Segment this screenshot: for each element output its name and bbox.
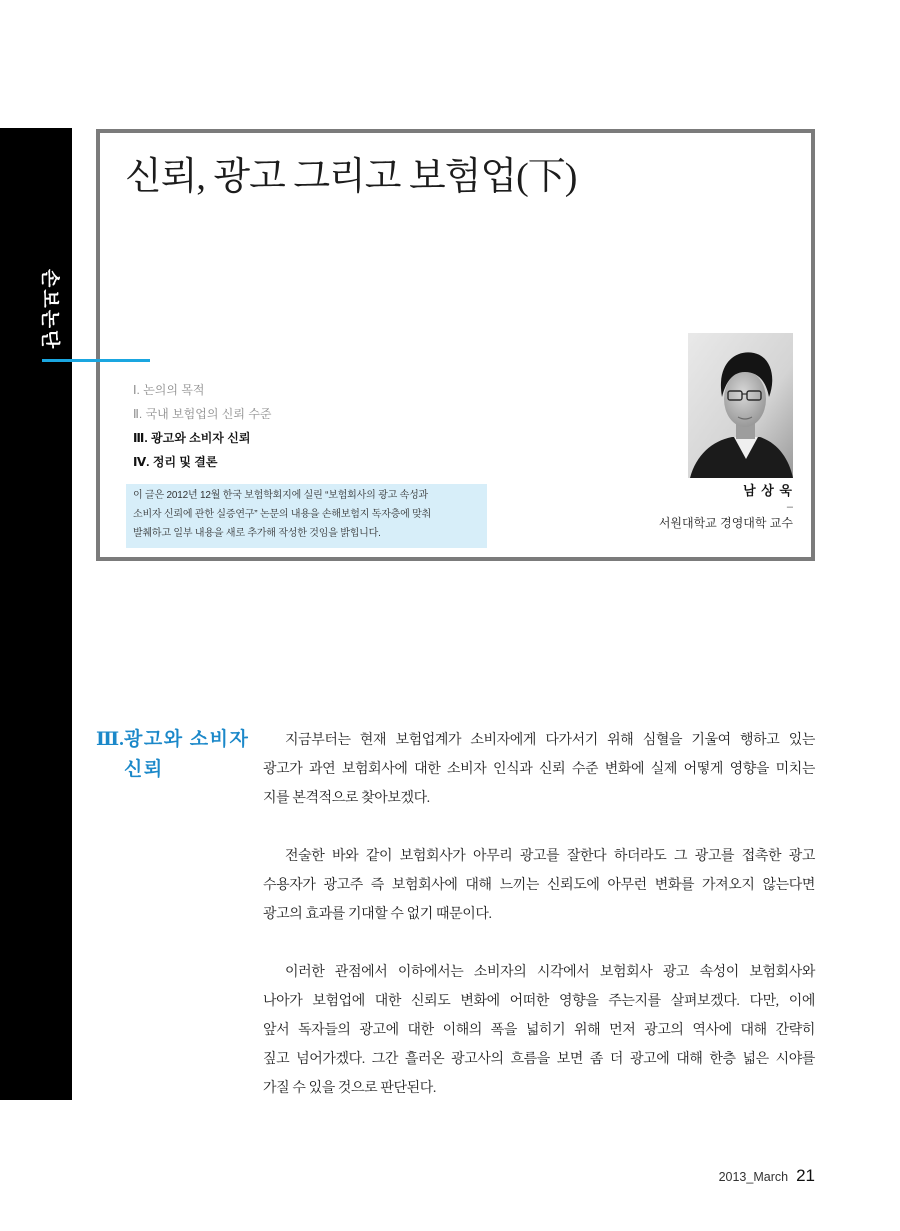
author-name: 남 상 욱 <box>743 483 793 498</box>
author-divider: – <box>786 501 793 513</box>
author-byline <box>659 483 793 531</box>
article-body <box>263 726 815 1132</box>
section-number: Ⅲ. <box>96 729 124 750</box>
editor-note <box>126 484 487 548</box>
body-line: 이러한 관점에서 이하에서는 소비자의 시각에서 보험회사 광고 속성이 보험회사와 <box>285 965 815 980</box>
body-line: 전술한 바와 같이 보험회사가 아무리 광고를 잘한다 하더라도 그 광고를 접촉한 광고 <box>285 849 815 864</box>
section-heading-line: 광고와 소비자 <box>124 729 250 750</box>
issue-label: 2013_March <box>718 1170 789 1184</box>
body-paragraph <box>263 726 815 813</box>
accent-rule <box>42 359 150 362</box>
page-footer <box>719 1166 815 1186</box>
body-line: 광고가 과연 보험회사에 대한 소비자 인식과 신뢰 수준 변화에 실제 어떻게 영향을 미치는 <box>263 762 815 777</box>
editor-note-line: 소비자 신뢰에 관한 실증연구” 논문의 내용을 손해보험지 독자층에 맞춰 <box>133 509 432 520</box>
author-affiliation: 서원대학교 경영대학 교수 <box>658 516 793 530</box>
author-photo <box>688 333 793 478</box>
section-tab <box>0 128 72 1100</box>
section-heading <box>96 725 249 785</box>
table-of-contents <box>133 378 272 474</box>
toc-item-current: Ⅲ. 광고와 소비자 신뢰 <box>133 431 251 445</box>
editor-note-line: 이 글은 2012년 12월 한국 보험학회지에 실린 “보험회사의 광고 속성과 <box>133 490 429 501</box>
toc-item: Ⅳ. 정리 및 결론 <box>133 455 218 469</box>
body-paragraph <box>263 958 815 1103</box>
body-line: 나아가 보험업에 대한 신뢰도 변화에 어떠한 영향을 주는지를 살펴보겠다. 다만, 이에 <box>263 994 815 1009</box>
section-heading-text <box>124 725 249 785</box>
article-header-box <box>96 129 815 561</box>
toc-item: Ⅱ. 국내 보험업의 신뢰 수준 <box>133 407 272 421</box>
section-tab-label: 손보논단 <box>39 269 60 351</box>
body-line: 광고의 효과를 기대할 수 없기 때문이다. <box>263 907 492 922</box>
page-number: 21 <box>796 1166 815 1185</box>
editor-note-line: 발췌하고 일부 내용을 새로 추가해 작성한 것임을 밝힙니다. <box>133 528 381 539</box>
toc-item: Ⅰ. 논의의 목적 <box>133 383 205 397</box>
body-line: 지금부터는 현재 보험업계가 소비자에게 다가서기 위해 심혈을 기울여 행하고 있는 <box>285 733 815 748</box>
section-heading-line: 신뢰 <box>124 759 164 780</box>
body-line: 짚고 넘어가겠다. 그간 흘러온 광고사의 흐름을 보면 좀 더 광고에 대해 한층 넓은 시야를 <box>263 1052 815 1067</box>
body-line: 수용자가 광고주 즉 보험회사에 대해 느끼는 신뢰도에 아무런 변화를 가져오지 않는다면 <box>263 878 815 893</box>
article-title: 신뢰, 광고 그리고 보험업(下) <box>125 156 577 198</box>
body-paragraph <box>263 842 815 929</box>
body-line: 앞서 독자들의 광고에 대한 이해의 폭을 넓히기 위해 먼저 광고의 역사에 대해 간략히 <box>263 1023 815 1038</box>
body-line: 지를 본격적으로 찾아보겠다. <box>263 791 430 806</box>
body-line: 가질 수 있을 것으로 판단된다. <box>263 1081 436 1096</box>
